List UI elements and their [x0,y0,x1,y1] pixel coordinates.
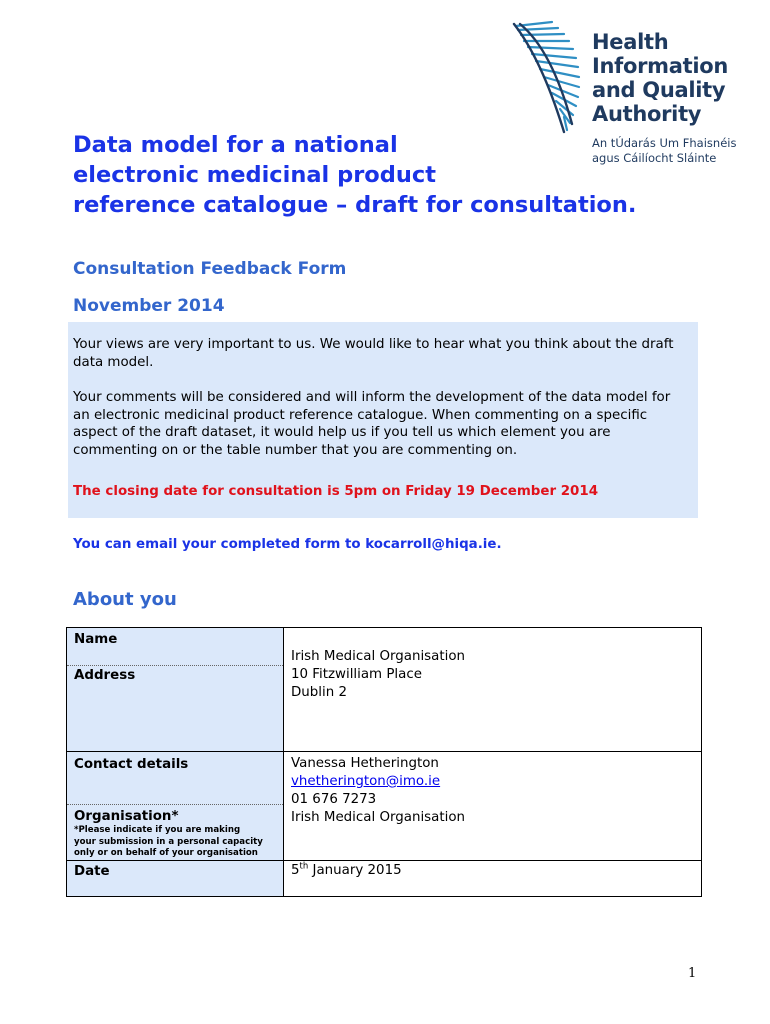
text-line: Your views are very important to us. We would like to hear what you think about the draft [73,337,674,352]
row-divider [67,860,701,861]
address-label: Address [74,668,136,683]
address-line: Dublin 2 [291,685,348,700]
row-divider [67,751,701,752]
text-line: an electronic medicinal product reference catalogue. When commenting on a specific [73,407,648,423]
name-label: Name [74,632,118,647]
text-line: Your comments will be considered and will inform the development of the data model for [73,390,671,405]
hiqa-logo-icon [512,20,584,138]
logo-wordmark [592,30,728,126]
date-label: Date [74,864,110,879]
note-line: only or on behalf of your organisation [74,848,258,858]
logo-line: Health [592,30,669,54]
intro-paragraph-1 [73,336,698,371]
about-you-table [66,627,702,897]
contact-phone: 01 676 7273 [291,792,377,807]
contact-value [291,755,440,809]
date-value [291,862,402,880]
contact-name: Vanessa Hetherington [291,756,439,771]
closing-date-notice: The closing date for consultation is 5pm on Friday 19 December 2014 [73,484,599,499]
title-line: Data model for a national [73,132,398,158]
text-line: commenting on or the table number that you are commenting on. [73,442,518,458]
row-divider [67,804,283,805]
logo-irish-line: agus Cáilíocht Sláinte [592,151,717,165]
organisation-label: Organisation* [74,809,179,824]
email-instructions: You can email your completed form to kocarroll@hiqa.ie. [73,537,502,552]
organisation-note [74,825,263,860]
date-heading: November 2014 [73,296,225,316]
intro-paragraph-2 [73,389,698,459]
logo-irish-line: An tÚdarás Um Fhaisnéis [592,136,737,150]
organisation-value: Irish Medical Organisation [291,810,466,825]
contact-email-link[interactable]: vhetherington@imo.ie [291,774,441,789]
address-line: 10 Fitzwilliam Place [291,667,422,682]
date-day: 5 [291,863,300,878]
note-line: *Please indicate if you are making [74,825,241,835]
address-value [291,666,422,702]
note-line: your submission in a personal capacity [74,836,263,847]
logo-line: Authority [592,102,702,126]
title-line: electronic medicinal product [73,162,436,188]
title-line: reference catalogue – draft for consultation. [73,192,637,218]
document-title [73,130,637,220]
name-value: Irish Medical Organisation [291,649,466,664]
text-line: data model. [73,354,154,370]
date-rest: January 2015 [308,863,402,878]
page-number: 1 [688,966,697,981]
about-you-heading: About you [73,589,177,610]
logo-line: and Quality [592,78,726,102]
date-suffix: th [299,861,309,872]
contact-details-label: Contact details [74,757,189,772]
form-subtitle: Consultation Feedback Form [73,259,347,279]
logo-line: Information [592,54,729,78]
row-divider [67,665,283,666]
text-line: aspect of the draft dataset, it would help us if you tell us which element you are [73,425,611,440]
